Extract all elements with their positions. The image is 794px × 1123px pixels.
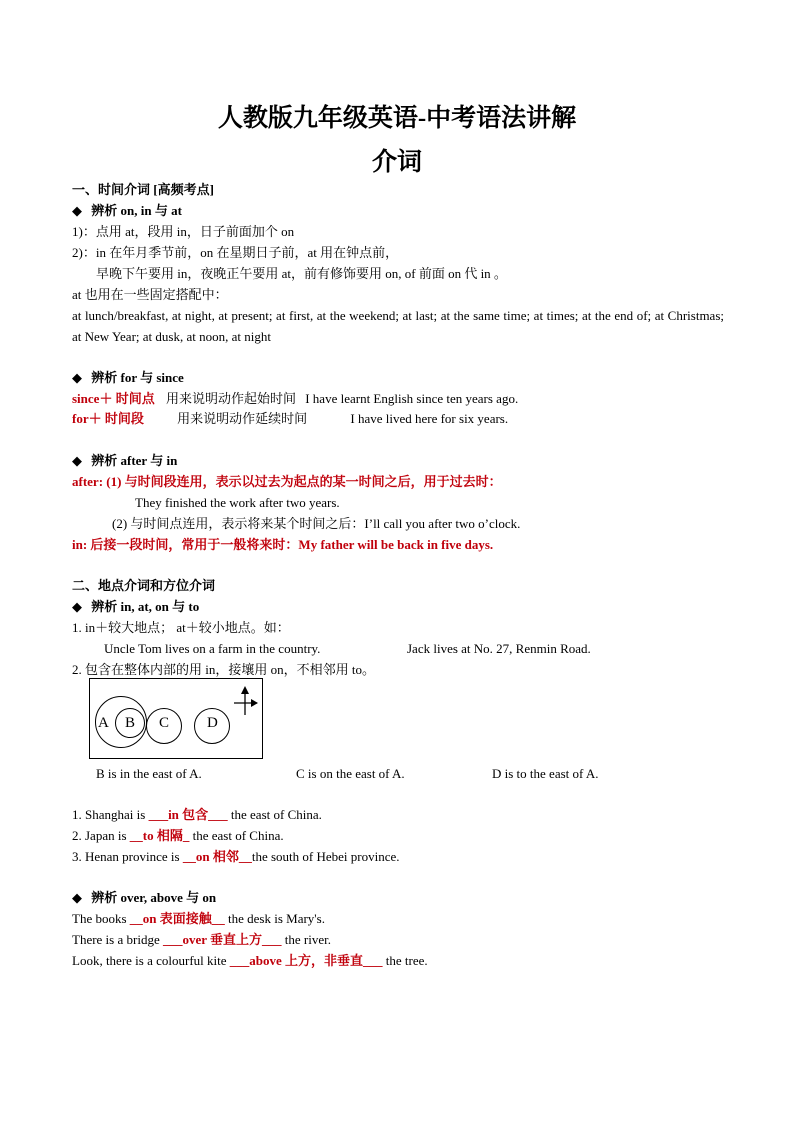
position-diagram — [89, 678, 263, 759]
after-example-1: They finished the work after two years. — [135, 495, 340, 510]
section-1-heading: 一、时间介词 [高频考点] — [72, 182, 214, 197]
exercise-3 — [72, 848, 399, 866]
example-text: There is a bridge — [72, 932, 163, 947]
since-description: 用来说明动作起始时间 — [165, 391, 296, 406]
example-answer: __on 表面接触__ — [129, 911, 225, 926]
exercise-1 — [72, 806, 322, 824]
exercise-answer: __to 相隔_ — [129, 828, 190, 843]
rule-line-4: at 也用在一些固定搭配中： — [72, 287, 228, 302]
for-row — [72, 410, 508, 428]
rule-line-2: 2)：in 在年月季节前，on 在星期日子前，at 用在钟点前， — [72, 245, 399, 260]
compass-arrow-icon — [231, 685, 259, 719]
since-example: I have learnt English since ten years ago. — [305, 391, 519, 406]
exercise-text: the east of China. — [189, 828, 284, 843]
page-title: 人教版九年级英语-中考语法讲解 — [217, 105, 577, 132]
label-d: D — [207, 715, 218, 731]
for-example: I have lived here for six years. — [350, 411, 509, 426]
exercise-text: the south of Hebei province. — [251, 849, 400, 864]
diamond-bullet-icon: ◆ — [72, 370, 82, 385]
diamond-bullet-icon: ◆ — [72, 599, 82, 614]
label-c: C — [159, 715, 170, 731]
fixed-phrases: at lunch/breakfast, at night, at present; at first, at the weekend; at last; at the same time; at times; at the end of; at Christmas; at New Year; at dusk, at noon, at night — [72, 308, 724, 344]
for-key: for＋ 时间段 — [72, 411, 144, 426]
subsection-heading: 辨析 over, above 与 on — [91, 890, 217, 905]
subsection-for-since — [72, 369, 184, 387]
rule-line-1: 1)：点用 at，段用 in，日子前面加个 on — [72, 224, 295, 239]
example-text: the desk is Mary's. — [224, 911, 325, 926]
section-2-heading: 二、地点介词和方位介词 — [72, 578, 216, 593]
place-example-1: Uncle Tom lives on a farm in the country. — [104, 641, 321, 656]
exercise-answer: ___in 包含___ — [148, 807, 228, 822]
over-example-1 — [72, 910, 325, 928]
exercise-text: 1. Shanghai is — [72, 807, 149, 822]
rule-line-3: 早晚下午要用 in，夜晚正午要用 at，前有修饰要用 on, of 前面 on 代 in 。 — [96, 266, 507, 281]
diamond-bullet-icon: ◆ — [72, 890, 82, 905]
example-text: the river. — [281, 932, 331, 947]
diagram-caption-c: C is on the east of A. — [296, 766, 405, 781]
since-key: since＋ 时间点 — [72, 391, 155, 406]
over-example-3 — [72, 952, 428, 970]
page-subtitle: 介词 — [371, 149, 422, 176]
example-answer: ___over 垂直上方___ — [162, 932, 282, 947]
after-rule-2: (2) 与时间点连用，表示将来某个时间之后：I’ll call you after two o’clock. — [112, 516, 521, 531]
for-description: 用来说明动作延续时间 — [177, 411, 308, 426]
diagram-caption-d: D is to the east of A. — [492, 766, 599, 781]
label-a: A — [98, 715, 109, 731]
place-rule-1: 1. in＋较大地点； at＋较小地点。如： — [72, 620, 290, 635]
subsection-in-at-on-to — [72, 598, 199, 616]
after-rule-1: after: (1) 与时间段连用，表示以过去为起点的某一时间之后，用于过去时： — [72, 474, 502, 489]
in-rule: in: 后接一段时间，常用于一般将来时：My father will be back in five days. — [72, 537, 494, 552]
example-text: Look, there is a colourful kite — [72, 953, 230, 968]
diamond-bullet-icon: ◆ — [72, 203, 82, 218]
place-rule-2: 2. 包含在整体内部的用 in，接壤用 on，不相邻用 to。 — [72, 662, 375, 677]
subsection-heading: 辨析 for 与 since — [91, 370, 184, 385]
example-answer: ___above 上方，非垂直___ — [229, 953, 383, 968]
subsection-heading: 辨析 on, in 与 at — [91, 203, 182, 218]
subsection-on-in-at — [72, 202, 182, 220]
diagram-caption-b: B is in the east of A. — [96, 766, 202, 781]
diamond-bullet-icon: ◆ — [72, 453, 82, 468]
exercise-text: the east of China. — [227, 807, 322, 822]
subsection-heading: 辨析 after 与 in — [91, 453, 178, 468]
over-example-2 — [72, 931, 331, 949]
subsection-heading: 辨析 in, at, on 与 to — [91, 599, 200, 614]
exercise-answer: __on 相邻__ — [182, 849, 252, 864]
label-b: B — [125, 715, 136, 731]
subsection-after-in — [72, 452, 177, 470]
exercise-2 — [72, 827, 284, 845]
example-text: The books — [72, 911, 130, 926]
place-example-2: Jack lives at No. 27, Renmin Road. — [407, 641, 591, 656]
exercise-text: 2. Japan is — [72, 828, 130, 843]
exercise-text: 3. Henan province is — [72, 849, 183, 864]
example-text: the tree. — [382, 953, 428, 968]
since-row — [72, 390, 518, 408]
subsection-over-above-on — [72, 889, 216, 907]
